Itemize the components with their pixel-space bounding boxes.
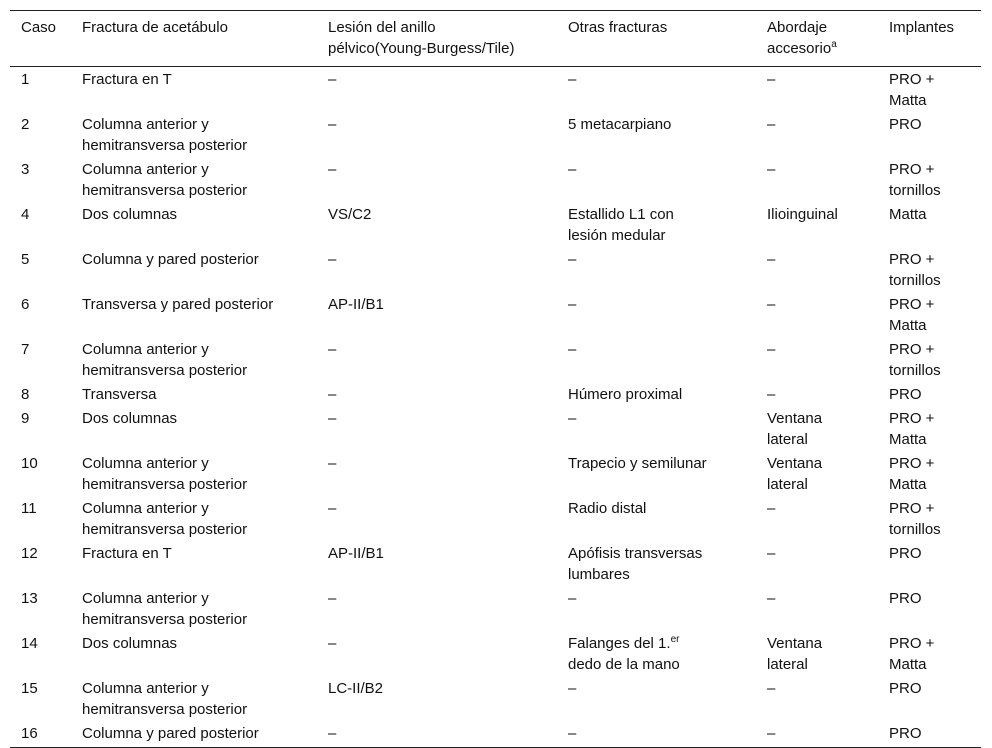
table-row xyxy=(10,113,981,158)
table-row xyxy=(10,497,981,542)
cell-otras: Radio distal xyxy=(568,500,647,517)
cell-implantes: PRO xyxy=(889,386,922,403)
footnote-marker: a xyxy=(831,38,837,50)
cell-abordaje: – xyxy=(756,722,878,748)
cell-lesion: – xyxy=(328,341,337,358)
cell-fractura: Columna anterior y hemitransversa posterior xyxy=(82,680,248,718)
header-caso: Caso xyxy=(10,11,71,67)
cell-lesion: – xyxy=(328,116,337,133)
cell-fractura: Transversa xyxy=(82,386,157,403)
cell-abordaje: – xyxy=(767,251,776,268)
cell-caso: 10 xyxy=(21,455,38,472)
cell-otras: 5 metacarpiano xyxy=(568,116,672,133)
cell-caso: 12 xyxy=(21,545,38,562)
cell-lesion: – xyxy=(328,590,337,607)
header-fractura: Fractura de acetábulo xyxy=(71,11,317,67)
table-row xyxy=(10,677,981,722)
cell-implantes: PRO xyxy=(878,722,981,748)
table-row xyxy=(10,632,981,677)
cell-implantes: PRO + Matta xyxy=(889,296,935,334)
cell-fractura: Columna anterior y hemitransversa posterior xyxy=(82,116,248,154)
cell-abordaje: Ventana lateral xyxy=(767,410,823,448)
cell-caso: 11 xyxy=(21,500,37,517)
cell-implantes: PRO xyxy=(889,590,922,607)
cell-abordaje: Ilioinguinal xyxy=(767,206,838,223)
cell-caso: 8 xyxy=(21,386,30,403)
cell-abordaje: – xyxy=(767,545,776,562)
cell-implantes: PRO + Matta xyxy=(889,635,935,673)
cell-abordaje: – xyxy=(767,386,776,403)
cell-abordaje: – xyxy=(767,680,776,697)
cell-lesion: LC-II/B2 xyxy=(328,680,384,697)
table-row xyxy=(10,383,981,407)
cell-otras: Falanges del 1.$^{er}$ dedo de la mano xyxy=(568,634,680,673)
cell-fractura: Columna y pared posterior xyxy=(71,722,317,748)
cell-otras: – xyxy=(568,251,577,268)
cell-implantes: Matta xyxy=(889,206,927,223)
table-row xyxy=(10,293,981,338)
table-container xyxy=(10,10,981,748)
table-row xyxy=(10,722,981,748)
cell-fractura: Dos columnas xyxy=(82,206,178,223)
cell-otras: – xyxy=(568,410,577,427)
cell-abordaje: – xyxy=(767,161,776,178)
cell-implantes: PRO + tornillos xyxy=(889,341,941,379)
cell-lesion: AP-II/B1 xyxy=(328,545,384,562)
cell-abordaje: – xyxy=(767,500,776,517)
cell-abordaje: Ventana lateral xyxy=(767,455,823,493)
cell-fractura: Columna anterior y hemitransversa posterior xyxy=(82,161,248,199)
cell-fractura: Transversa y pared posterior xyxy=(82,296,274,313)
cell-lesion: – xyxy=(328,251,337,268)
cell-otras: – xyxy=(557,722,756,748)
ordinal-superscript: er xyxy=(670,634,680,645)
cell-lesion: – xyxy=(317,722,557,748)
cell-abordaje: Ventana lateral xyxy=(767,635,823,673)
cell-caso: 14 xyxy=(21,635,38,652)
cell-lesion: – xyxy=(328,500,337,517)
cell-otras: – xyxy=(568,296,577,313)
cell-caso: 6 xyxy=(21,296,30,313)
cell-otras: Húmero proximal xyxy=(568,386,683,403)
cell-lesion: VS/C2 xyxy=(328,206,372,223)
header-lesion: Lesión del anillo pélvico(Young-Burgess/Tile) xyxy=(317,11,557,67)
cell-implantes: PRO + tornillos xyxy=(889,251,941,289)
cell-otras: Estallido L1 con lesión medular xyxy=(568,206,674,244)
cell-caso: 7 xyxy=(21,341,30,358)
cell-implantes: PRO + Matta xyxy=(889,71,935,109)
cell-implantes: PRO + tornillos xyxy=(889,161,941,199)
cell-otras: – xyxy=(568,71,577,88)
cell-abordaje: – xyxy=(767,116,776,133)
cell-otras: – xyxy=(568,590,577,607)
table-row xyxy=(10,158,981,203)
cell-caso: 13 xyxy=(21,590,38,607)
cell-fractura: Columna anterior y hemitransversa posterior xyxy=(82,341,248,379)
cell-abordaje: – xyxy=(767,71,776,88)
cell-fractura: Fractura en T xyxy=(82,71,172,88)
cell-lesion: – xyxy=(328,635,337,652)
cell-caso: 15 xyxy=(21,680,38,697)
header-abordaje: Abordaje accesorio$^a$ xyxy=(756,11,878,67)
fracture-cases-table xyxy=(10,10,981,748)
header-implantes: Implantes xyxy=(878,11,981,67)
cell-otras: Trapecio y semilunar xyxy=(568,455,707,472)
cell-fractura: Dos columnas xyxy=(82,635,178,652)
cell-fractura: Columna anterior y hemitransversa posterior xyxy=(82,500,248,538)
table-row xyxy=(10,338,981,383)
cell-abordaje: – xyxy=(767,296,776,313)
cell-lesion: – xyxy=(328,386,337,403)
table-row xyxy=(10,542,981,587)
cell-otras: – xyxy=(568,680,577,697)
cell-fractura: Dos columnas xyxy=(82,410,178,427)
cell-caso: 16 xyxy=(10,722,71,748)
table-row xyxy=(10,587,981,632)
cell-fractura: Columna y pared posterior xyxy=(82,251,259,268)
cell-lesion: – xyxy=(328,161,337,178)
table-body xyxy=(10,67,981,748)
table-row xyxy=(10,203,981,248)
cell-implantes: PRO + tornillos xyxy=(889,500,941,538)
cell-lesion: – xyxy=(328,455,337,472)
cell-caso: 1 xyxy=(21,71,30,88)
cell-abordaje: – xyxy=(767,341,776,358)
table-header xyxy=(10,11,981,67)
table-row xyxy=(10,248,981,293)
cell-lesion: AP-II/B1 xyxy=(328,296,384,313)
table-row xyxy=(10,452,981,497)
cell-caso: 2 xyxy=(21,116,30,133)
table-row xyxy=(10,407,981,452)
cell-otras: – xyxy=(568,341,577,358)
cell-caso: 4 xyxy=(21,206,30,223)
cell-otras: Apófisis transversas lumbares xyxy=(568,545,703,583)
cell-implantes: PRO + Matta xyxy=(889,410,935,448)
cell-caso: 9 xyxy=(21,410,30,427)
cell-fractura: Columna anterior y hemitransversa posterior xyxy=(82,455,248,493)
cell-fractura: Columna anterior y hemitransversa posterior xyxy=(82,590,248,628)
cell-caso: 3 xyxy=(21,161,30,178)
cell-implantes: PRO xyxy=(889,545,922,562)
cell-fractura: Fractura en T xyxy=(82,545,172,562)
cell-implantes: PRO xyxy=(889,680,922,697)
cell-otras: – xyxy=(568,161,577,178)
cell-caso: 5 xyxy=(21,251,30,268)
cell-implantes: PRO + Matta xyxy=(889,455,935,493)
cell-implantes: PRO xyxy=(889,116,922,133)
header-otras: Otras fracturas xyxy=(557,11,756,67)
header-row xyxy=(10,11,981,67)
table-row xyxy=(10,67,981,114)
cell-lesion: – xyxy=(328,71,337,88)
cell-lesion: – xyxy=(328,410,337,427)
cell-abordaje: – xyxy=(767,590,776,607)
